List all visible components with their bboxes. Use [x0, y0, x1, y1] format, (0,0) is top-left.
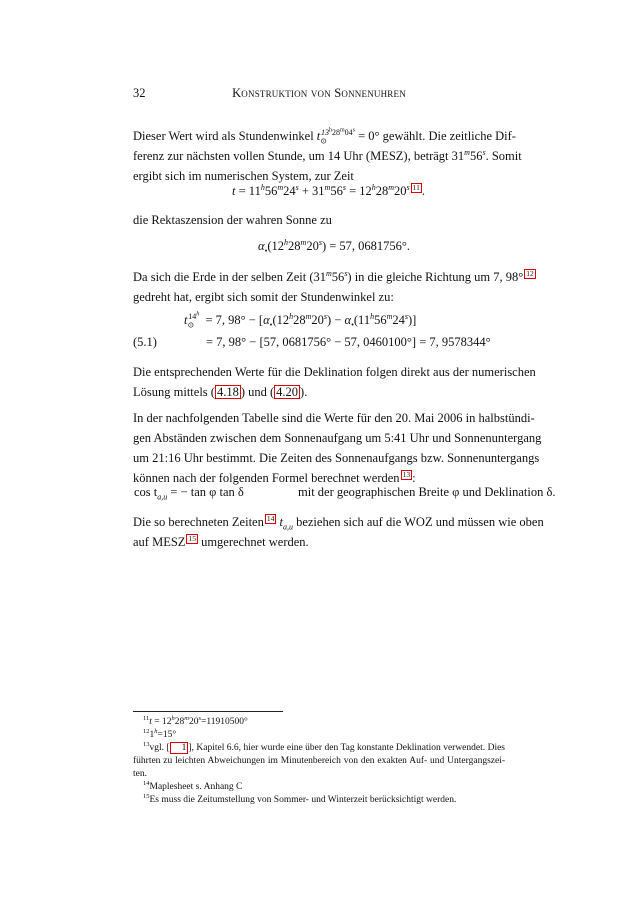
footnote-marker[interactable]: 14	[266, 513, 275, 523]
text-line: gedreht hat, ergibt sich somit der Stundenwinkel zu:	[133, 290, 394, 304]
paragraph-rektaszension	[133, 210, 505, 230]
footnote-13: $^{13}$vgl. [ 1 ], Kapitel 6.6, hier wurde eine über den Tag konstante Deklination verwendet. Dies führten zu leichten Abweichungen im Minutenbereich von den exakten Auf- und Untergangszei-ten.	[133, 740, 505, 779]
equation-sunrise-formula: $\cos t_{a,u}$ = − tan φ tan δ	[134, 485, 244, 502]
text-line: Lösung mittels ( 4.18 ) und ( 4.20 ).	[133, 385, 308, 399]
text-line: Die so berechneten Zeiten 14 $t_{a,u}$ beziehen sich auf die WOZ und müssen wie oben	[133, 513, 544, 532]
footnote-14: $^{14}$Maplesheet s. Anhang C	[143, 779, 243, 792]
page-number: 32	[133, 86, 146, 100]
paragraph-table-intro	[133, 408, 542, 488]
text-line: Die entsprechenden Werte für die Deklination folgen direkt aus der numerischen	[133, 365, 536, 379]
equation-ref-link[interactable]: 4.18	[216, 385, 239, 399]
equation-hour-angle-row2: = 7, 98° − [57, 0681756° − 57, 0460100°] = 7, 9578344°	[206, 335, 491, 349]
footnote-divider	[133, 711, 283, 712]
footnote-marker[interactable]: 11	[412, 183, 420, 192]
paragraph-hour-angle-intro	[133, 126, 522, 186]
text-line: In der nachfolgenden Tabelle sind die Werte für den 20. Mai 2006 in halbstündi-	[133, 411, 535, 425]
text-line: können nach der folgenden Formel berechnet werden 13 :	[133, 469, 416, 485]
footnote-12: $^{12}1^h=15^\circ$	[143, 727, 177, 740]
paragraph-declination	[133, 362, 536, 402]
footnote-marker[interactable]: 15	[188, 533, 196, 543]
footnote-11: $^{11}t = 12^h28^m20^s=11910500^\circ$	[143, 714, 248, 727]
footnote-15: $^{15}$Es muss die Zeitumstellung von Sommer- und Winterzeit berücksichtigt werden.	[143, 792, 457, 805]
text-line: um 21:16 Uhr bestimmt. Die Zeiten des Sonnenaufgangs bzw. Sonnenuntergangs	[133, 451, 540, 465]
text-line: gen Abständen zwischen dem Sonnenaufgang um 5:41 Uhr und Sonnenuntergang	[133, 431, 542, 445]
paragraph-conversion	[133, 512, 544, 552]
math-t-sun: t	[316, 129, 321, 143]
equation-hour-angle-row1: $t_⊙^{14^h} = 7$, $98^\circ - [\alpha_•(12^h28^m20^s) - \alpha_•(11^h56^m24^s)]$	[184, 311, 417, 330]
equation-number: (5.1)	[133, 335, 157, 349]
footnotes	[133, 716, 505, 807]
paragraph-earth-rotation	[133, 267, 534, 307]
text-line: ergibt sich im numerischen System, zur Zeit	[133, 169, 354, 183]
equation-alpha: $\alpha_•(12^h28^m20^s) = 57$, 0681756°.	[258, 237, 411, 256]
equation-time: $t = 11^h56^m24^s + 31^m56^s = 12^h28^m20^s$ 11 .	[232, 183, 426, 199]
footnote-marker[interactable]: 13	[402, 469, 411, 479]
running-header	[133, 86, 505, 102]
text-line: Dieser Wert wird als Stundenwinkel $t_⊙^{13^h28^m04^s} = 0^\circ$ gewählt. Die zeitliche Dif-	[133, 127, 516, 146]
text-line: ferenz zur nächsten vollen Stunde, um 14 Uhr (MESZ), beträgt 31$^m$56$^s$. Somit	[133, 147, 522, 163]
citation-link[interactable]: 1	[170, 742, 189, 754]
equation-explanation: mit der geographischen Breite φ und Deklination δ.	[298, 485, 556, 499]
running-title: Konstruktion von Sonnenuhren	[232, 86, 406, 100]
text-line: die Rektaszension der wahren Sonne zu	[133, 213, 332, 227]
text-line: auf MESZ 15 umgerechnet werden.	[133, 533, 309, 549]
text-line: Da sich die Erde in der selben Zeit (31$^m$56$^s$) in die gleiche Richtung um 7, 98° 12	[133, 268, 534, 284]
footnote-marker[interactable]: 12	[526, 268, 534, 278]
equation-ref-link[interactable]: 4.20	[276, 385, 299, 399]
